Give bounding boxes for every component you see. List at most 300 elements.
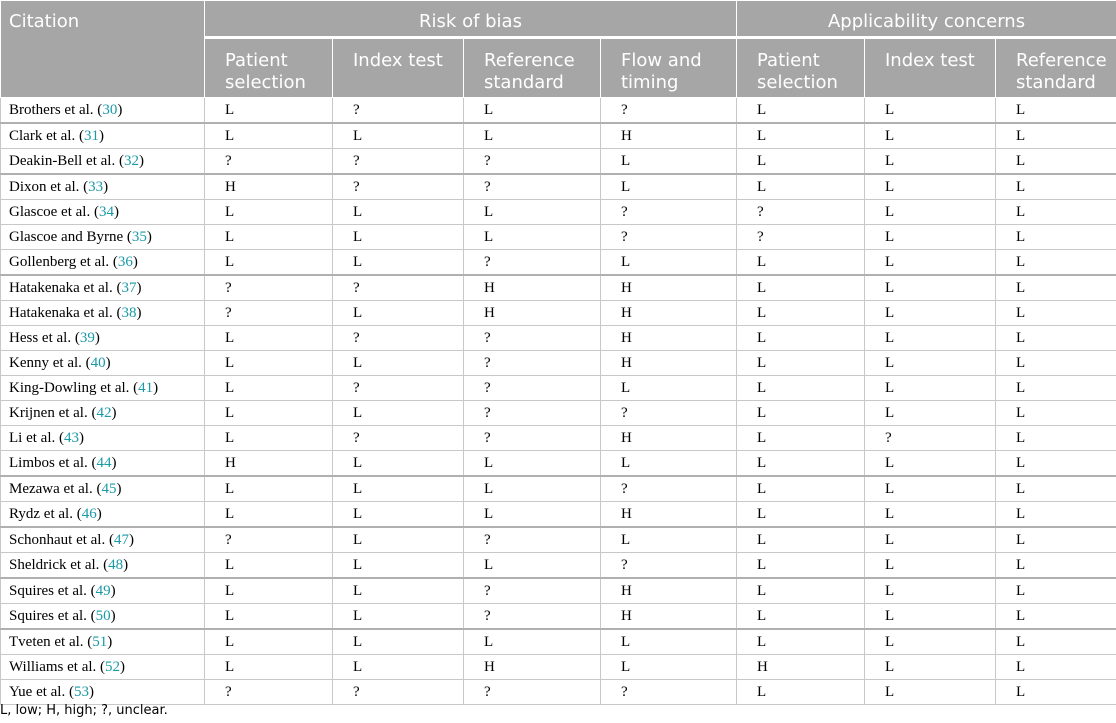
table-row [1, 275, 1116, 301]
citation-close-paren: ) [88, 683, 94, 700]
rating-cell: L [996, 680, 1116, 705]
citation-author: Squires et al. ( [9, 607, 96, 624]
citation-cell [1, 301, 205, 326]
rating-cell: H [205, 451, 333, 477]
rating-cell: H [601, 275, 737, 301]
rating-cell: ? [333, 680, 464, 705]
citation-cell [1, 326, 205, 351]
citation-author: Hatakenaka et al. ( [9, 279, 122, 296]
citation-author: Sheldrick et al. ( [9, 556, 109, 573]
rating-cell: L [205, 604, 333, 630]
rating-cell: ? [205, 275, 333, 301]
rating-cell: ? [205, 527, 333, 553]
citation-close-paren: ) [136, 304, 142, 321]
citation-close-paren: ) [111, 404, 117, 421]
rating-cell: L [205, 250, 333, 276]
header-app-index-test: Index test [865, 38, 996, 98]
citation-reference-link[interactable]: 49 [95, 582, 111, 599]
rating-cell: L [865, 604, 996, 630]
rating-cell: L [865, 200, 996, 225]
citation-close-paren: ) [120, 658, 126, 675]
rating-cell: H [601, 123, 737, 149]
rating-cell: L [205, 476, 333, 502]
rating-cell: ? [464, 250, 601, 276]
citation-reference-link[interactable]: 39 [79, 329, 95, 346]
header-risk-of-bias: Risk of bias [205, 1, 737, 38]
rating-cell: L [464, 225, 601, 250]
rating-cell: ? [737, 225, 865, 250]
citation-close-paren: ) [136, 279, 142, 296]
citation-cell [1, 275, 205, 301]
header-rob-patient-selection: Patient selection [205, 38, 333, 98]
citation-close-paren: ) [94, 329, 100, 346]
rating-cell: ? [205, 149, 333, 175]
table-row [1, 604, 1116, 630]
citation-cell [1, 604, 205, 630]
rating-cell: L [996, 250, 1116, 276]
rating-cell: ? [333, 174, 464, 200]
citation-cell [1, 553, 205, 579]
rating-cell: L [737, 301, 865, 326]
header-rob-reference-standard: Reference standard [464, 38, 601, 98]
header-app-reference-standard: Reference standard [996, 38, 1116, 98]
rating-cell: L [205, 655, 333, 680]
table-row [1, 629, 1116, 655]
table-row [1, 351, 1116, 376]
rating-cell: L [996, 98, 1116, 124]
citation-cell [1, 376, 205, 401]
citation-close-paren: ) [123, 556, 129, 573]
table-row [1, 149, 1116, 175]
table-row [1, 376, 1116, 401]
rating-cell: L [865, 680, 996, 705]
table-row [1, 200, 1116, 225]
citation-author: Williams et al. ( [9, 658, 106, 675]
citation-reference-link[interactable]: 51 [92, 633, 108, 650]
table-row [1, 326, 1116, 351]
citation-cell [1, 476, 205, 502]
rating-cell: L [737, 426, 865, 451]
rating-cell: L [996, 174, 1116, 200]
rating-cell: L [996, 149, 1116, 175]
citation-reference-link[interactable]: 41 [138, 379, 154, 396]
citation-author: Yue et al. ( [9, 683, 74, 700]
citation-author: Kenny et al. ( [9, 354, 91, 371]
citation-cell [1, 680, 205, 705]
rating-cell: ? [333, 149, 464, 175]
rating-cell: L [737, 578, 865, 604]
citation-close-paren: ) [146, 228, 152, 245]
rating-cell: L [601, 250, 737, 276]
rating-cell: L [464, 451, 601, 477]
rating-cell: H [464, 275, 601, 301]
rating-cell: L [737, 174, 865, 200]
rating-cell: L [333, 401, 464, 426]
citation-close-paren: ) [96, 505, 102, 522]
rating-cell: ? [464, 326, 601, 351]
rating-cell: L [737, 527, 865, 553]
rating-cell: ? [205, 680, 333, 705]
rating-cell: ? [464, 680, 601, 705]
citation-author: Mezawa et al. ( [9, 480, 102, 497]
citation-close-paren: ) [111, 454, 117, 471]
rating-cell: L [464, 553, 601, 579]
header-citation: Citation [1, 1, 205, 98]
table-row [1, 401, 1116, 426]
rating-cell: L [333, 655, 464, 680]
rating-cell: L [333, 553, 464, 579]
rating-cell: L [996, 301, 1116, 326]
citation-cell [1, 250, 205, 276]
rating-cell: L [205, 553, 333, 579]
rating-cell: L [865, 301, 996, 326]
citation-reference-link[interactable]: 50 [95, 607, 111, 624]
rating-cell: L [865, 376, 996, 401]
rating-cell: L [865, 275, 996, 301]
rating-cell: ? [601, 225, 737, 250]
citation-reference-link[interactable]: 31 [83, 127, 99, 144]
citation-close-paren: ) [117, 101, 123, 118]
rating-cell: L [996, 502, 1116, 528]
rating-cell: H [601, 301, 737, 326]
rating-cell: L [996, 123, 1116, 149]
table-row [1, 451, 1116, 477]
rating-cell: L [464, 502, 601, 528]
rating-cell: L [737, 275, 865, 301]
table-footnote: L, low; H, high; ?, unclear. [0, 703, 168, 718]
rating-cell: L [205, 578, 333, 604]
citation-close-paren: ) [138, 152, 144, 169]
rating-cell: L [601, 174, 737, 200]
rating-cell: L [865, 655, 996, 680]
rating-cell: L [333, 629, 464, 655]
citation-cell [1, 149, 205, 175]
citation-close-paren: ) [105, 354, 111, 371]
rating-cell: ? [464, 376, 601, 401]
rating-cell: ? [601, 680, 737, 705]
rating-cell: L [865, 250, 996, 276]
rating-cell: ? [464, 149, 601, 175]
citation-author: Squires et al. ( [9, 582, 96, 599]
citation-author: Limbos et al. ( [9, 454, 97, 471]
rating-cell: L [205, 123, 333, 149]
rating-cell: L [996, 401, 1116, 426]
rating-cell: H [601, 426, 737, 451]
citation-close-paren: ) [116, 480, 122, 497]
citation-cell [1, 502, 205, 528]
table-row [1, 98, 1116, 124]
citation-reference-link[interactable]: 46 [81, 505, 97, 522]
citation-close-paren: ) [128, 531, 134, 548]
citation-reference-link[interactable]: 38 [121, 304, 137, 321]
rating-cell: L [996, 351, 1116, 376]
table-row [1, 301, 1116, 326]
rating-cell: L [737, 476, 865, 502]
rating-cell: ? [464, 401, 601, 426]
citation-author: Deakin-Bell et al. ( [9, 152, 124, 169]
rating-cell: L [205, 502, 333, 528]
citation-reference-link[interactable]: 43 [63, 429, 79, 446]
rating-cell: ? [464, 604, 601, 630]
rating-cell: L [464, 200, 601, 225]
rating-cell: L [333, 527, 464, 553]
rating-cell: L [205, 98, 333, 124]
rating-cell: L [865, 476, 996, 502]
citation-close-paren: ) [110, 582, 116, 599]
citation-author: Tveten et al. ( [9, 633, 93, 650]
rating-cell: H [737, 655, 865, 680]
rating-cell: ? [333, 376, 464, 401]
rating-cell: L [737, 553, 865, 579]
citation-author: Gollenberg et al. ( [9, 253, 118, 270]
rating-cell: ? [601, 98, 737, 124]
rating-cell: L [737, 250, 865, 276]
rating-cell: L [865, 629, 996, 655]
citation-reference-link[interactable]: 33 [88, 178, 104, 195]
rating-cell: L [205, 401, 333, 426]
citation-author: Li et al. ( [9, 429, 64, 446]
citation-reference-link[interactable]: 36 [117, 253, 133, 270]
citation-reference-link[interactable]: 35 [131, 228, 147, 245]
rating-cell: ? [464, 527, 601, 553]
rating-cell: L [737, 401, 865, 426]
citation-close-paren: ) [78, 429, 84, 446]
citation-reference-link[interactable]: 44 [96, 454, 112, 471]
citation-cell [1, 98, 205, 124]
rating-cell: L [996, 275, 1116, 301]
header-row-groups [1, 1, 1116, 38]
citation-reference-link[interactable]: 40 [90, 354, 106, 371]
rating-cell: H [205, 174, 333, 200]
rating-cell: L [464, 629, 601, 655]
citation-cell [1, 426, 205, 451]
rating-cell: H [601, 578, 737, 604]
rating-cell: L [601, 451, 737, 477]
citation-close-paren: ) [113, 203, 119, 220]
rating-cell: H [464, 301, 601, 326]
citation-reference-link[interactable]: 48 [108, 556, 124, 573]
rating-cell: ? [333, 275, 464, 301]
citation-author: Krijnen et al. ( [9, 404, 97, 421]
rating-cell: L [333, 225, 464, 250]
rating-cell: L [601, 149, 737, 175]
table-row [1, 250, 1116, 276]
rating-cell: ? [333, 98, 464, 124]
header-applicability-concerns: Applicability concerns [737, 1, 1116, 38]
citation-author: Brothers et al. ( [9, 101, 103, 118]
rating-cell: L [205, 351, 333, 376]
citation-reference-link[interactable]: 47 [113, 531, 129, 548]
citation-author: Hess et al. ( [9, 329, 80, 346]
citation-close-paren: ) [153, 379, 159, 396]
citation-cell [1, 123, 205, 149]
rating-cell: ? [865, 426, 996, 451]
citation-author: Glascoe and Byrne ( [9, 228, 132, 245]
rating-cell: L [205, 326, 333, 351]
rating-cell: L [333, 351, 464, 376]
rating-cell: L [865, 401, 996, 426]
rating-cell: L [737, 629, 865, 655]
table-row [1, 553, 1116, 579]
rating-cell: H [601, 502, 737, 528]
citation-cell [1, 174, 205, 200]
rating-cell: L [333, 578, 464, 604]
citation-close-paren: ) [132, 253, 138, 270]
rating-cell: L [865, 149, 996, 175]
rating-cell: ? [333, 326, 464, 351]
rating-cell: L [996, 200, 1116, 225]
rating-cell: L [737, 502, 865, 528]
rating-cell: L [333, 476, 464, 502]
rating-cell: L [601, 655, 737, 680]
rating-cell: L [333, 250, 464, 276]
rating-cell: L [464, 123, 601, 149]
rating-cell: L [865, 451, 996, 477]
rating-cell: L [865, 98, 996, 124]
citation-cell [1, 629, 205, 655]
table-row [1, 225, 1116, 250]
citation-reference-link[interactable]: 37 [121, 279, 137, 296]
citation-close-paren: ) [98, 127, 104, 144]
table-row [1, 174, 1116, 200]
rating-cell: L [865, 578, 996, 604]
citation-author: Hatakenaka et al. ( [9, 304, 122, 321]
rating-cell: L [333, 301, 464, 326]
header-app-patient-selection: Patient selection [737, 38, 865, 98]
rating-cell: ? [601, 200, 737, 225]
rating-cell: ? [333, 426, 464, 451]
rating-cell: L [737, 451, 865, 477]
table-row [1, 655, 1116, 680]
rating-cell: L [996, 629, 1116, 655]
rating-cell: L [333, 123, 464, 149]
rating-cell: L [737, 326, 865, 351]
citation-reference-link[interactable]: 45 [101, 480, 117, 497]
rating-cell: L [865, 527, 996, 553]
rating-cell: L [464, 476, 601, 502]
rating-cell: L [996, 604, 1116, 630]
rating-cell: L [996, 527, 1116, 553]
rating-cell: L [865, 123, 996, 149]
table-row [1, 502, 1116, 528]
rating-cell: ? [601, 553, 737, 579]
rating-cell: ? [464, 174, 601, 200]
rating-cell: L [737, 351, 865, 376]
rating-cell: L [865, 225, 996, 250]
rating-cell: L [996, 553, 1116, 579]
citation-reference-link[interactable]: 34 [98, 203, 114, 220]
rating-cell: L [996, 326, 1116, 351]
rating-cell: L [333, 604, 464, 630]
rating-cell: L [737, 680, 865, 705]
rating-cell: L [865, 502, 996, 528]
citation-author: King-Dowling et al. ( [9, 379, 139, 396]
citation-cell [1, 451, 205, 477]
table-row [1, 476, 1116, 502]
citation-cell [1, 655, 205, 680]
rating-cell: L [996, 578, 1116, 604]
citation-cell [1, 578, 205, 604]
rating-cell: L [205, 426, 333, 451]
rating-cell: ? [464, 351, 601, 376]
citation-close-paren: ) [107, 633, 113, 650]
rating-cell: L [601, 527, 737, 553]
rating-cell: L [996, 376, 1116, 401]
citation-cell [1, 401, 205, 426]
citation-author: Dixon et al. ( [9, 178, 89, 195]
citation-reference-link[interactable]: 32 [123, 152, 139, 169]
citation-author: Schonhaut et al. ( [9, 531, 114, 548]
rating-cell: L [865, 174, 996, 200]
rating-cell: L [996, 426, 1116, 451]
table-row [1, 426, 1116, 451]
rating-cell: L [333, 200, 464, 225]
citation-author: Glascoe et al. ( [9, 203, 99, 220]
citation-close-paren: ) [110, 607, 116, 624]
rating-cell: ? [601, 401, 737, 426]
rating-cell: ? [205, 301, 333, 326]
rating-cell: L [205, 376, 333, 401]
citation-reference-link[interactable]: 53 [73, 683, 89, 700]
rating-cell: L [996, 655, 1116, 680]
citation-close-paren: ) [103, 178, 109, 195]
header-rob-index-test: Index test [333, 38, 464, 98]
citation-author: Clark et al. ( [9, 127, 84, 144]
rating-cell: L [996, 476, 1116, 502]
rating-cell: L [996, 225, 1116, 250]
rating-cell: L [601, 629, 737, 655]
rating-cell: L [601, 376, 737, 401]
citation-author: Rydz et al. ( [9, 505, 82, 522]
rating-cell: L [865, 553, 996, 579]
rating-cell: ? [601, 476, 737, 502]
rating-cell: H [601, 326, 737, 351]
rating-cell: L [865, 351, 996, 376]
rating-cell: L [205, 629, 333, 655]
rating-cell: ? [464, 578, 601, 604]
rating-cell: ? [737, 200, 865, 225]
rating-cell: L [205, 225, 333, 250]
rating-cell: L [464, 98, 601, 124]
rating-cell: L [737, 376, 865, 401]
table-row [1, 680, 1116, 705]
header-rob-flow-timing: Flow and timing [601, 38, 737, 98]
rating-cell: L [333, 502, 464, 528]
rating-cell: H [601, 604, 737, 630]
rating-cell: H [601, 351, 737, 376]
table-row [1, 578, 1116, 604]
citation-reference-link[interactable]: 42 [96, 404, 112, 421]
citation-cell [1, 225, 205, 250]
citation-reference-link[interactable]: 52 [105, 658, 121, 675]
rating-cell: ? [464, 426, 601, 451]
table-row [1, 527, 1116, 553]
citation-reference-link[interactable]: 30 [102, 101, 118, 118]
rating-cell: L [737, 149, 865, 175]
citation-cell [1, 527, 205, 553]
citation-cell [1, 200, 205, 225]
rating-cell: L [205, 200, 333, 225]
rating-cell: L [996, 451, 1116, 477]
table-row [1, 123, 1116, 149]
rating-cell: L [737, 604, 865, 630]
rating-cell: H [464, 655, 601, 680]
rating-cell: L [333, 451, 464, 477]
rating-cell: L [737, 123, 865, 149]
rating-cell: L [865, 326, 996, 351]
rating-cell: L [737, 98, 865, 124]
citation-cell [1, 351, 205, 376]
